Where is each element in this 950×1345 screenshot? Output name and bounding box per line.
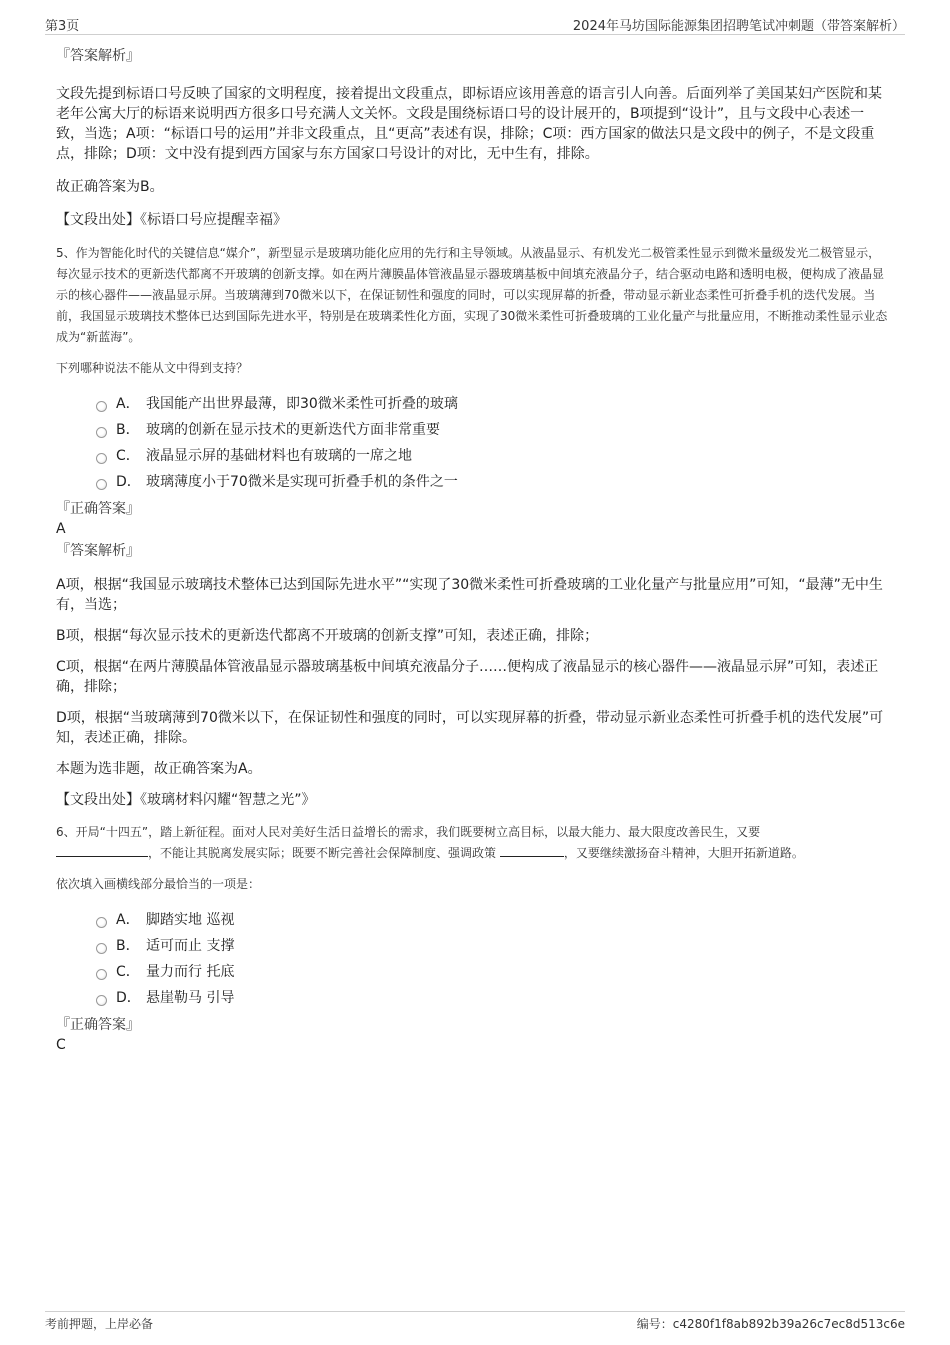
- document-title: 2024年马坊国际能源集团招聘笔试冲刺题（带答案解析）: [572, 19, 905, 34]
- fill-blank-1[interactable]: [56, 843, 148, 857]
- page-number: 第3页: [45, 19, 80, 34]
- source-citation: 【文段出处】《标语口号应提醒幸福》: [56, 212, 287, 228]
- document-id: 编号：c4280f1f8ab892b39a26c7ec8d513c6e: [636, 1317, 905, 1331]
- radio-icon[interactable]: [96, 969, 107, 980]
- fill-blank-2[interactable]: [500, 843, 564, 857]
- question-prompt: 依次填入画横线部分最恰当的一项是：: [56, 877, 261, 891]
- analysis-text: D项，根据“当玻璃薄到70微米以下，在保证韧性和强度的同时，可以实现屏幕的折叠，带动显示新业态柔性可折叠手机的迭代发展”可知，表述正确，排除。: [56, 710, 884, 746]
- analysis-text: A项，根据“我国显示玻璃技术整体已达到国际先进水平”“实现了30微米柔性可折叠玻璃的工业化量产与批量应用”可知，“最薄”无中生有，当选；: [56, 577, 883, 613]
- source-citation: 【文段出处】《玻璃材料闪耀“智慧之光”》: [56, 792, 316, 808]
- option-b[interactable]: B． 适可而止 支撑: [96, 933, 892, 959]
- page-footer: [45, 1311, 905, 1336]
- correct-answer: A: [56, 521, 66, 537]
- question-prompt: 下列哪种说法不能从文中得到支持？: [56, 361, 249, 375]
- option-d[interactable]: D． 悬崖勒马 引导: [96, 985, 892, 1011]
- option-b[interactable]: B． 玻璃的创新在显示技术的更新迭代方面非常重要: [96, 417, 892, 443]
- question-stem: 6、开局“十四五”，踏上新征程。面对人民对美好生活日益增长的需求，我们既要树立高目标，以最大能力、最大限度改善民生，又要 ，不能让其脱离发展实际；既要不断完善社会保障制度、强调政策 ，又要继续激扬奋斗精神，大胆开拓新道路。: [56, 825, 804, 860]
- analysis-label: 『答案解析』: [56, 543, 140, 559]
- analysis-text: 文段先提到标语口号反映了国家的文明程度，接着提出文段重点，即标语应该用善意的语言引人向善。后面列举了美国某妇产医院和某老年公寓大厅的标语来说明西方很多口号充满人文关怀。文段是围绕标语口号的设计展开的，B项提到“设计”，且与文段中心表述一致，当选；A项：“标语口号的运用”并非文段重点，且“更高”表述有误，排除；C项：西方国家的做法只是文段中的例子，不是文段重点，排除；D项：文中没有提到西方国家与东方国家口号设计的对比，无中生有，排除。: [56, 86, 882, 162]
- radio-icon[interactable]: [96, 401, 107, 412]
- answer-label: 『正确答案』: [56, 1017, 140, 1033]
- analysis-label: 『答案解析』: [56, 48, 140, 64]
- radio-icon[interactable]: [96, 479, 107, 490]
- page-header: [45, 12, 905, 35]
- option-c[interactable]: C． 液晶显示屏的基础材料也有玻璃的一席之地: [96, 443, 892, 469]
- option-d[interactable]: D． 玻璃薄度小于70微米是实现可折叠手机的条件之一: [96, 469, 892, 495]
- option-list: [96, 907, 892, 1011]
- analysis-text: B项，根据“每次显示技术的更新迭代都离不开玻璃的创新支撑”可知，表述正确，排除；: [56, 628, 599, 644]
- question-stem: 5、作为智能化时代的关键信息“媒介”，新型显示是玻璃功能化应用的先行和主导领域。从液晶显示、有机发光二极管柔性显示到微米量级发光二极管显示，每次显示技术的更新迭代都离不开玻璃的创新支撑。如在两片薄膜晶体管液晶显示器玻璃基板中间填充液晶分子，结合驱动电路和透明电极，便构成了液晶显示的核心器件——液晶显示屏。当玻璃薄到70微米以下，在保证韧性和强度的同时，可以实现屏幕的折叠，带动显示新业态柔性可折叠手机的迭代发展。当前，我国显示玻璃技术整体已达到国际先进水平，特别是在玻璃柔性化方面，实现了30微米柔性可折叠玻璃的工业化量产与批量应用，不断推动柔性显示业态成为“新蓝海”。: [56, 246, 888, 344]
- option-a[interactable]: A． 脚踏实地 巡视: [96, 907, 892, 933]
- radio-icon[interactable]: [96, 943, 107, 954]
- option-list: [96, 391, 892, 495]
- radio-icon[interactable]: [96, 995, 107, 1006]
- conclusion-text: 本题为选非题，故正确答案为A。: [56, 761, 262, 777]
- conclusion-text: 故正确答案为B。: [56, 179, 164, 195]
- analysis-text: C项，根据“在两片薄膜晶体管液晶显示器玻璃基板中间填充液晶分子……便构成了液晶显示的核心器件——液晶显示屏”可知，表述正确，排除；: [56, 659, 879, 695]
- document-body: [56, 44, 892, 1055]
- correct-answer: C: [56, 1037, 66, 1053]
- option-c[interactable]: C． 量力而行 托底: [96, 959, 892, 985]
- option-a[interactable]: A． 我国能产出世界最薄，即30微米柔性可折叠的玻璃: [96, 391, 892, 417]
- footer-slogan: 考前押题，上岸必备: [45, 1317, 154, 1331]
- radio-icon[interactable]: [96, 917, 107, 928]
- radio-icon[interactable]: [96, 453, 107, 464]
- radio-icon[interactable]: [96, 427, 107, 438]
- answer-label: 『正确答案』: [56, 501, 140, 517]
